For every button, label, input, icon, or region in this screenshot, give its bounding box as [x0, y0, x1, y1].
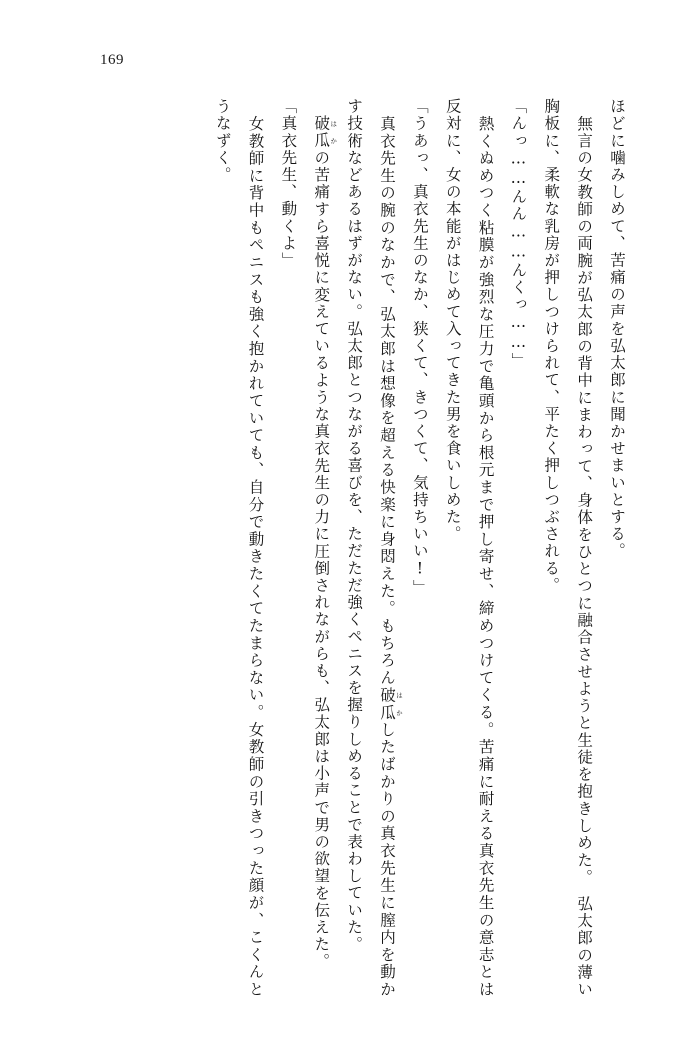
paragraph: 真衣先生の腕のなかで、弘太郎は想像を超える快楽に身悶えた。もちろん破瓜 はかしたばかりの真衣先生に膣内を動かす技術などあるはずがない。弘太郎とつながる喜びを、ただただ強くペニスを握りしめることで表わしていた。: [345, 98, 403, 998]
paragraph: 女教師に背中もペニスも強く抱かれていても、自分で動きたくてたまらない。女教師の引きつった顔が、こくんとうなずく。: [213, 98, 265, 998]
ruby-annotation: 破瓜 はか: [377, 686, 403, 722]
paragraph: 「真衣先生、動くよ」: [279, 98, 298, 269]
ruby-annotation: 破瓜 はか: [312, 115, 338, 150]
page-number: 169: [100, 52, 124, 68]
page-body-text: [73, 98, 633, 998]
paragraph: 「んっ……んん……んくっ……」: [509, 98, 528, 370]
paragraph: 「うあっ、真衣先生のなか、狭くて、きつくて、気持ちいい!」: [410, 98, 429, 597]
paragraph: ほどに噛みしめて、苦痛の声を弘太郎に聞かせまいとする。: [608, 98, 626, 560]
paragraph: 熱くぬめつく粘膜が強烈な圧力で亀頭から根元まで押し寄せ、締めつけてくる。苦痛に耐える真衣先生の意志とは反対に、女の本能がはじめて入ってきた男を食いしめた。: [443, 98, 495, 998]
paragraph: 破瓜 はかの苦痛すら喜悦に変えているような真衣先生の力に圧倒されながらも、弘太郎は小声で男の欲望を伝えた。: [312, 115, 338, 971]
paragraph: 無言の女教師の両腕が弘太郎の背中にまわって、身体をひとつに融合させようと生徒を抱きしめた。 弘太郎の薄い胸板に、柔軟な乳房が押しつけられて、平たく押しつぶされる。: [542, 98, 594, 998]
